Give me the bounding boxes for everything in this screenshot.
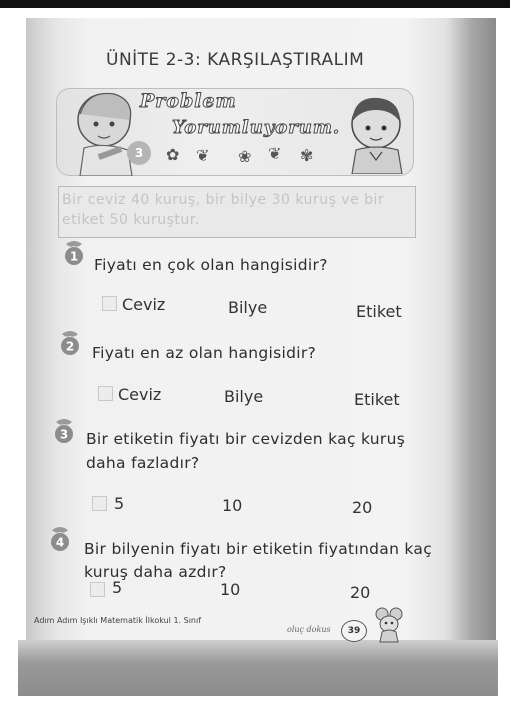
svg-text:2: 2 xyxy=(65,339,75,354)
problem-statement: Bir ceviz 40 kuruş, bir bilye 30 kuruş ve bir etiket 50 kuruştur. xyxy=(62,192,385,228)
banner-title-line1: Problem xyxy=(140,90,237,112)
question-2-text: Fiyatı en az olan hangisidir? xyxy=(92,344,317,362)
boy-illustration xyxy=(340,88,414,174)
question-3-badge xyxy=(50,418,78,444)
flower-icon: ✾ xyxy=(300,146,314,165)
question-4-text-line1: Bir bilyenin fiyatı bir etiketin fiyatından kaç xyxy=(84,540,433,558)
question-2-badge xyxy=(56,330,84,356)
page-number: 39 xyxy=(341,620,367,642)
banner-number-badge: 3 xyxy=(127,141,151,165)
question-1-option-3[interactable]: Etiket xyxy=(356,302,402,321)
banner-title-line2: Yorumluyorum. xyxy=(172,117,341,138)
question-3-option-1-checkbox[interactable] xyxy=(92,496,107,511)
question-1-text: Fiyatı en çok olan hangisidir? xyxy=(94,256,328,274)
question-1-option-1-checkbox[interactable] xyxy=(102,296,117,311)
question-2-option-1[interactable]: Ceviz xyxy=(118,385,162,404)
unit-title: ÜNİTE 2-3: KARŞILAŞTIRALIM xyxy=(106,50,365,70)
question-4-badge xyxy=(46,526,74,552)
book-title: Adım Adım Işıklı Matematik İlkokul 1. Sınıf xyxy=(34,616,202,625)
question-4-option-3[interactable]: 20 xyxy=(350,583,371,602)
question-3-text-line2: daha fazladır? xyxy=(86,454,200,472)
question-2-option-1-checkbox[interactable] xyxy=(98,386,113,401)
butterfly-icon: ❦ xyxy=(196,146,210,165)
question-2-option-3[interactable]: Etiket xyxy=(354,390,400,409)
question-4-option-1[interactable]: 5 xyxy=(112,578,123,597)
svg-text:1: 1 xyxy=(69,249,79,264)
question-3-option-1[interactable]: 5 xyxy=(114,494,125,513)
svg-text:4: 4 xyxy=(55,535,65,550)
butterfly-icon: ❀ xyxy=(238,147,252,166)
question-1-option-2[interactable]: Bilye xyxy=(228,298,268,317)
butterfly-icon: ❦ xyxy=(268,144,282,163)
question-1-option-1[interactable]: Ceviz xyxy=(122,295,166,314)
question-1-badge xyxy=(60,240,88,266)
question-3-option-3[interactable]: 20 xyxy=(352,498,373,517)
page-shadow xyxy=(18,640,498,696)
question-4-option-1-checkbox[interactable] xyxy=(90,582,105,597)
butterfly-icon: ✿ xyxy=(166,145,180,164)
question-3-option-2[interactable]: 10 xyxy=(222,496,243,515)
footer-motto: oluç dokus xyxy=(287,625,331,634)
svg-text:3: 3 xyxy=(59,427,69,442)
question-4-text-line2: kuruş daha azdır? xyxy=(84,563,227,581)
scan-edge xyxy=(0,0,510,8)
question-2-option-2[interactable]: Bilye xyxy=(224,387,264,406)
mouse-mascot-icon xyxy=(368,604,410,644)
question-3-text-line1: Bir etiketin fiyatı bir cevizden kaç kuruş xyxy=(86,430,406,448)
question-4-option-2[interactable]: 10 xyxy=(220,580,241,599)
